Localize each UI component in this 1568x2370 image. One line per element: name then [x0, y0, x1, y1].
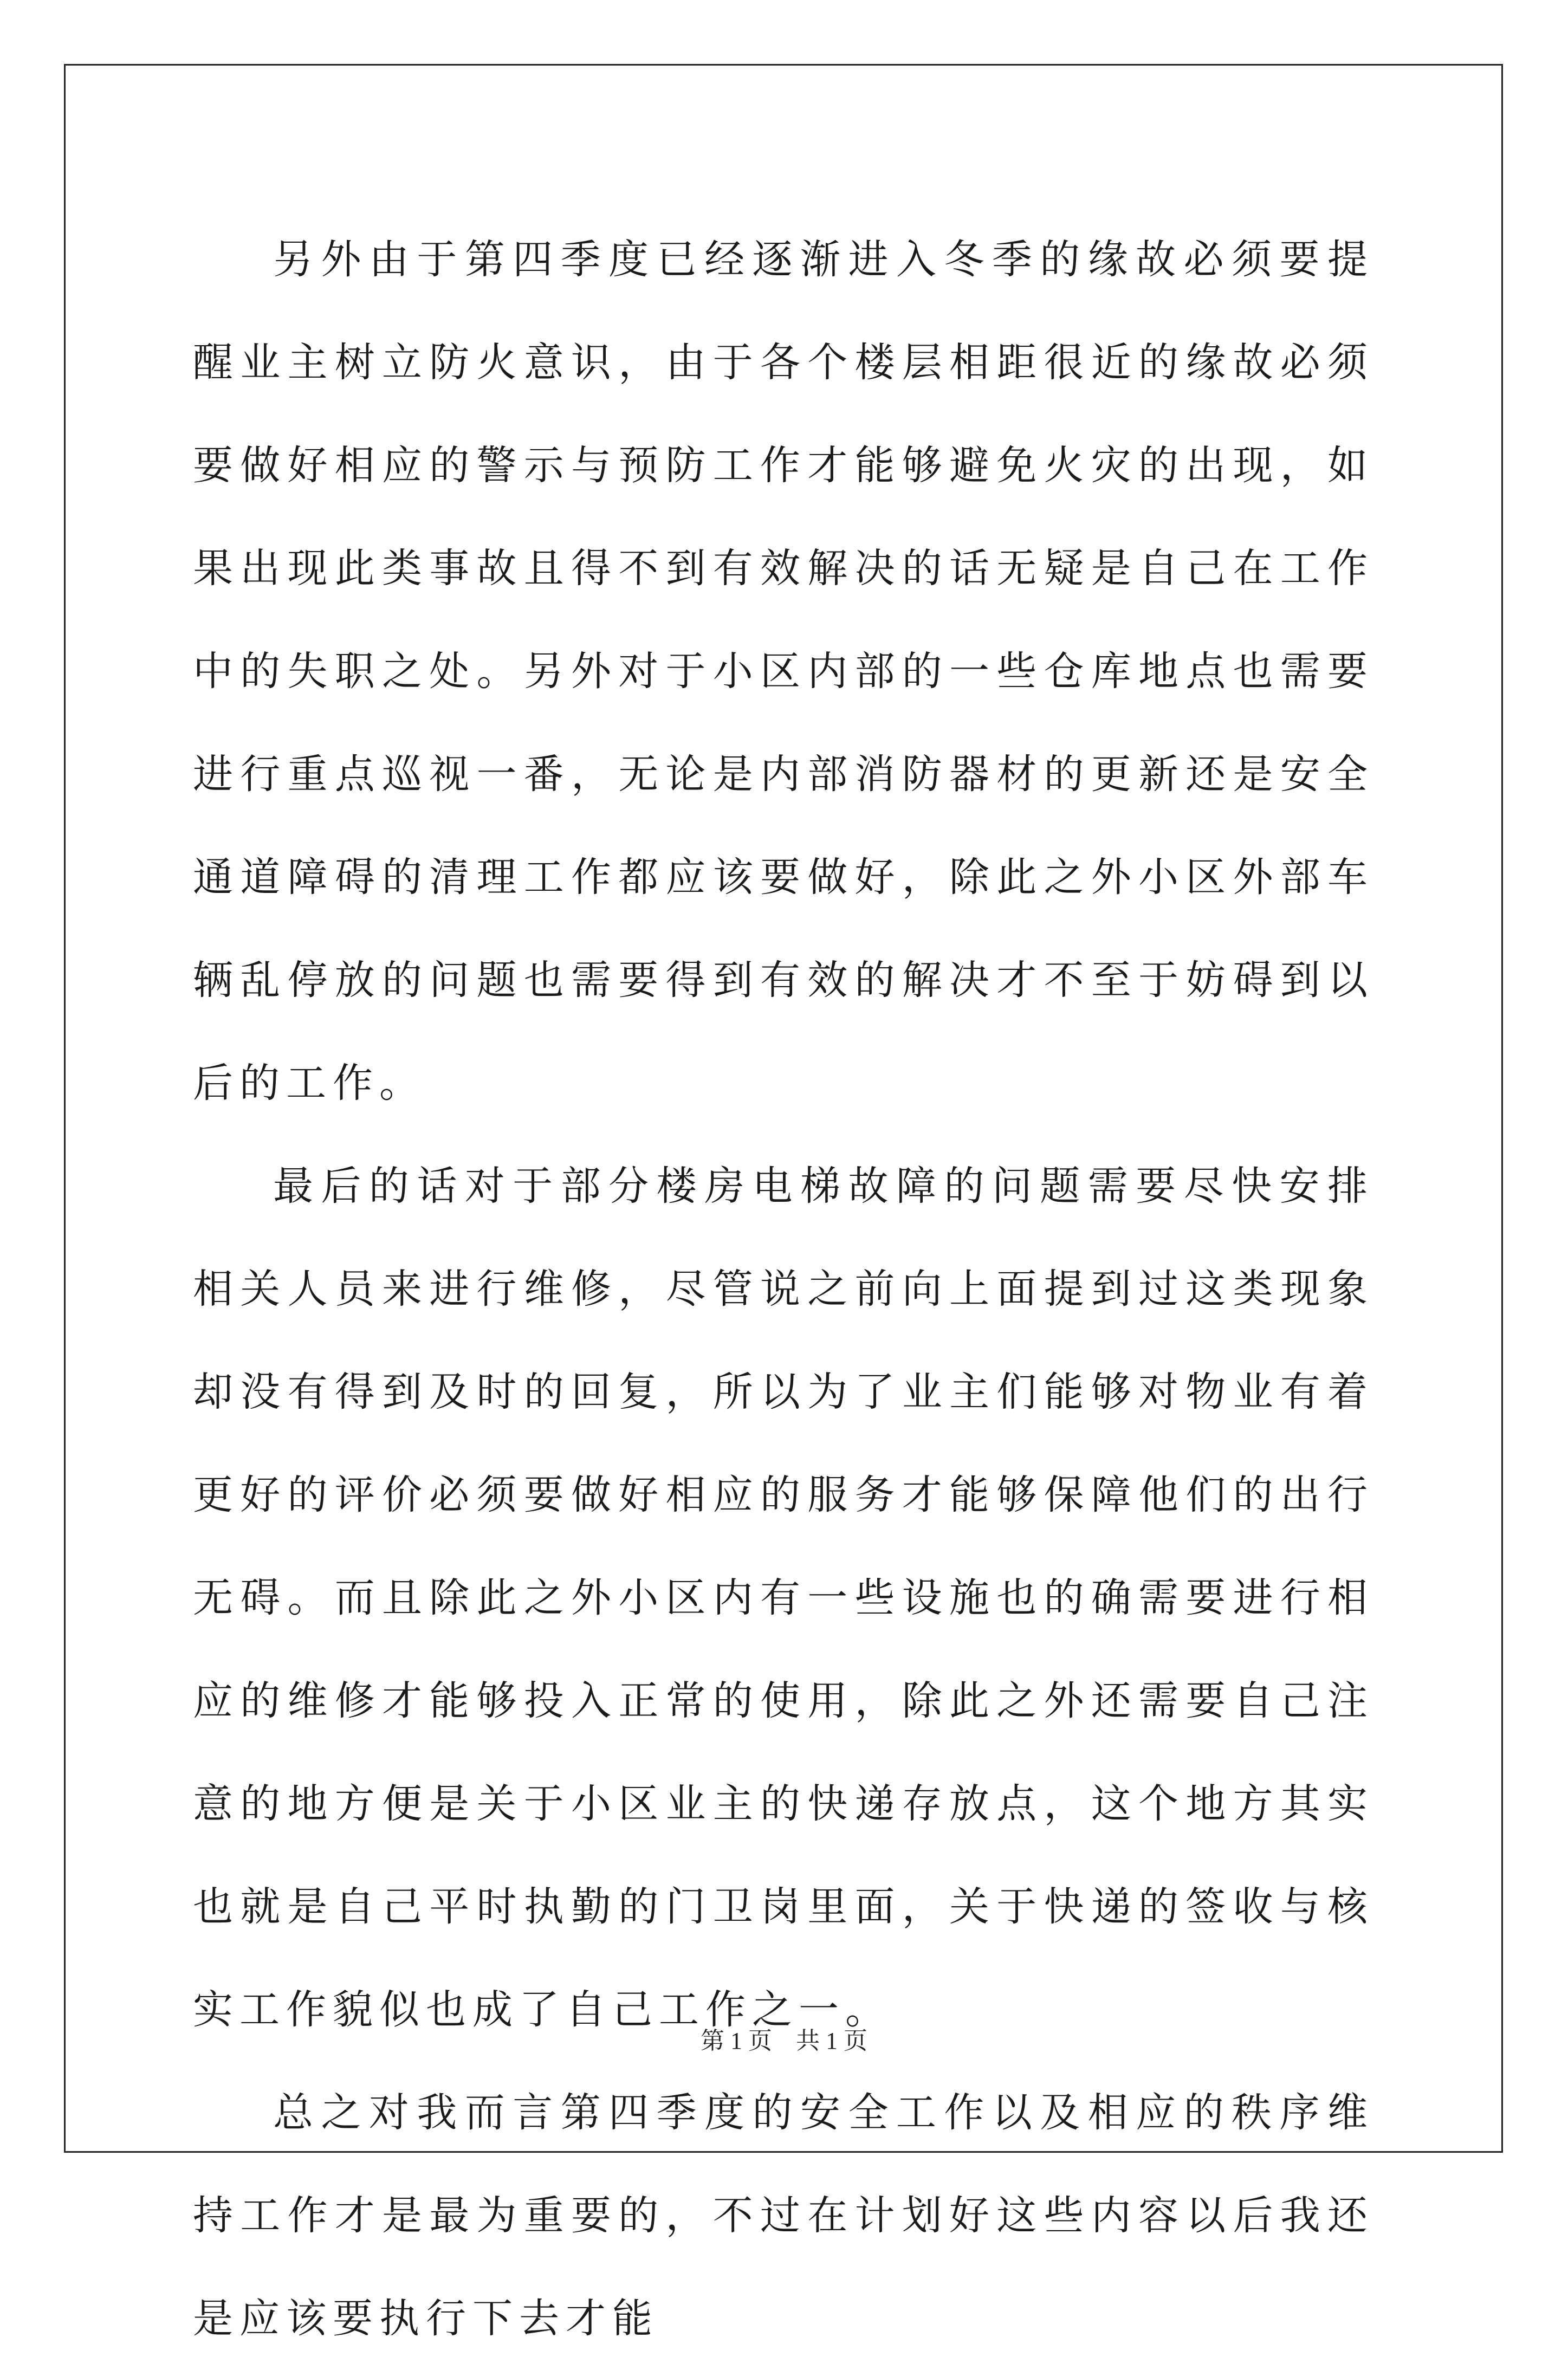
paragraph-summary: 总之对我而言第四季度的安全工作以及相应的秩序维持工作才是最为重要的，不过在计划好这些内容以后我还是应该要执行下去才能: [193, 2089, 1374, 2342]
page-number-footer: 第 1 页 共 1 页: [701, 2028, 867, 2054]
paragraph-elevator-repair: 最后的话对于部分楼房电梯故障的问题需要尽快安排相关人员来进行维修，尽管说之前向上面提到过这类现象却没有得到及时的回复，所以为了业主们能够对物业有着更好的评价必须要做好相应的服务才能够保障他们的出行无碍。而且除此之外小区内有一些设施也的确需要进行相应的维修才能够投入正常的使用，除此之外还需要自己注意的地方便是关于小区业主的快递存放点，这个地方其实也就是自己平时执勤的门卫岗里面，关于快递的签收与核实工作貌似也成了自己工作之一。: [193, 1163, 1374, 2033]
paragraph-fire-safety: 另外由于第四季度已经逐渐进入冬季的缘故必须要提醒业主树立防火意识，由于各个楼层相距很近的缘故必须要做好相应的警示与预防工作才能够避免火灾的出现，如果出现此类事故且得不到有效解决的话无疑是自己在工作中的失职之处。另外对于小区内部的一些仓库地点也需要进行重点巡视一番，无论是内部消防器材的更新还是安全通道障碍的清理工作都应该要做好，除此之外小区外部车辆乱停放的问题也需要得到有效的解决才不至于妨碍到以后的工作。: [193, 236, 1374, 1106]
document-body: [193, 208, 1374, 2342]
